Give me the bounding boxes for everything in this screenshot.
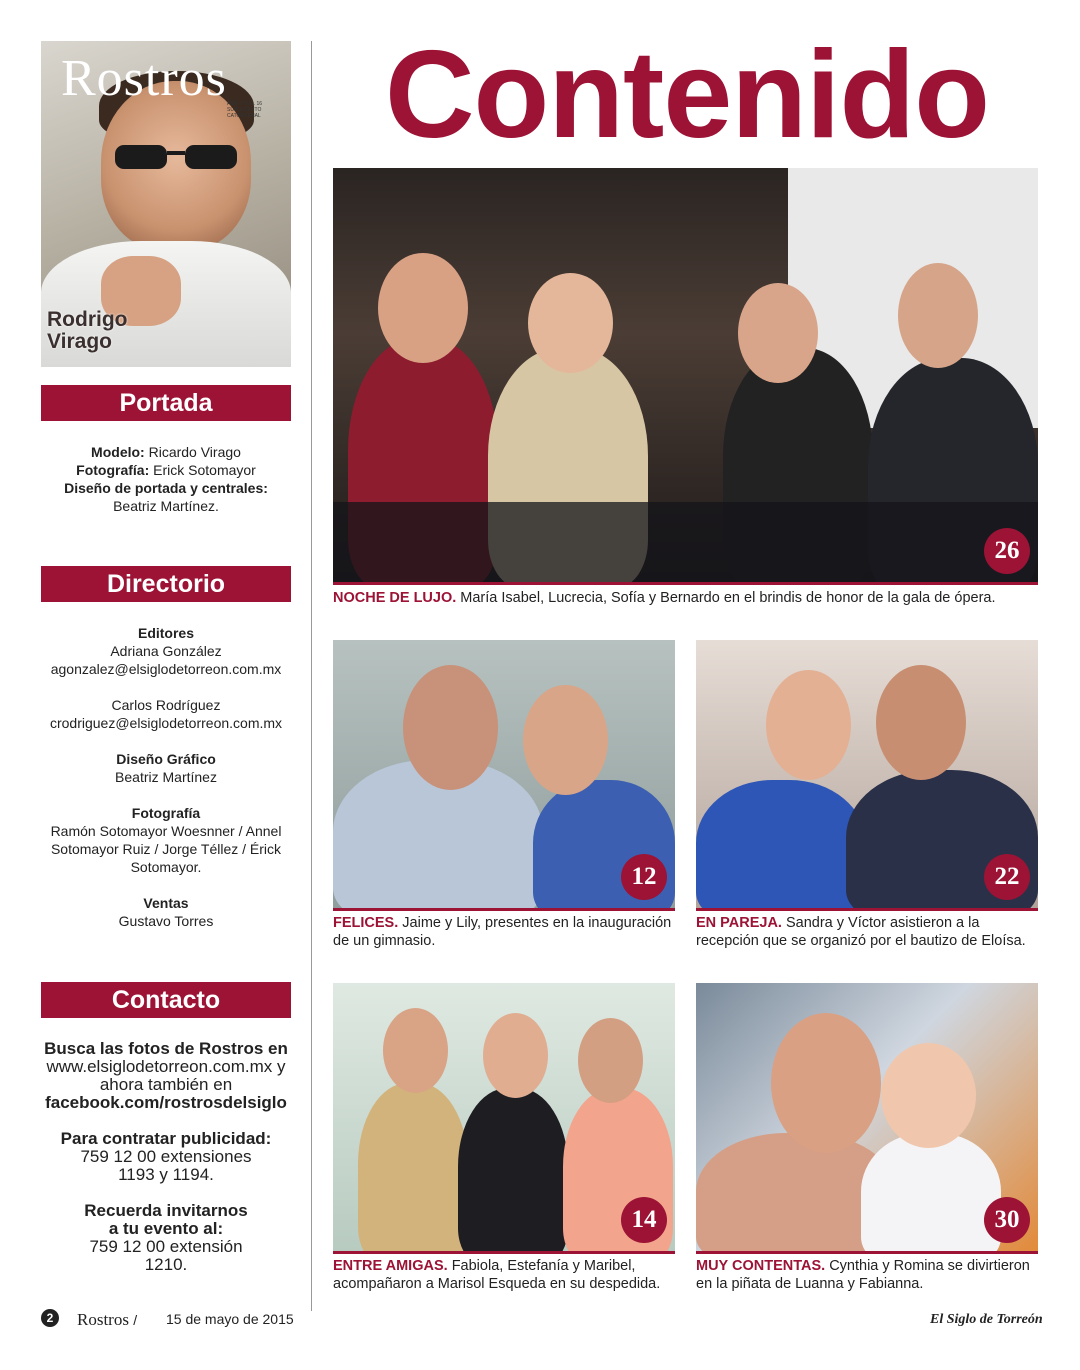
publisher-logo: El Siglo de Torreón <box>930 1312 1043 1327</box>
cover-model-name: Rodrigo Virago <box>47 308 128 353</box>
person-2-head <box>528 273 613 373</box>
column-divider <box>311 41 312 1311</box>
page-badge: 26 <box>984 528 1030 574</box>
website-link[interactable]: www.elsiglodetorreon.com.mx y <box>46 1057 286 1076</box>
person-2 <box>458 1088 568 1254</box>
page-badge: 30 <box>984 1197 1030 1243</box>
page-badge: 14 <box>621 1197 667 1243</box>
caption-en-pareja: EN PAREJA. Sandra y Víctor asistieron a la recepción que se organizó por el bautizo de Eloísa. <box>696 915 1026 949</box>
facebook-link[interactable]: facebook.com/rostrosdelsiglo <box>45 1093 287 1112</box>
person-2 <box>861 1133 1001 1254</box>
person-2-head <box>483 1013 548 1098</box>
person-1-head <box>766 670 851 780</box>
person-2-head <box>523 685 608 795</box>
page-badge: 22 <box>984 854 1030 900</box>
editor1-email-link[interactable]: agonzalez@elsiglodetorreon.com.mx <box>50 661 282 677</box>
page-badge: 12 <box>621 854 667 900</box>
person-3-head <box>578 1018 643 1103</box>
feature-photo-entre-amigas[interactable] <box>333 983 675 1254</box>
directorio-heading: Directorio <box>41 566 291 602</box>
contacto-heading: Contacto <box>41 982 291 1018</box>
caption-muy-contentas: MUY CONTENTAS. Cynthia y Romina se divirtieron en la piñata de Luanna y Fabianna. <box>696 1258 1030 1292</box>
page-title: Contenido <box>385 26 989 164</box>
person-4-head <box>898 263 978 368</box>
feature-photo-felices[interactable] <box>333 640 675 911</box>
person-3-head <box>738 283 818 383</box>
directorio-list: Editores Adriana González agonzalez@elsiglodetorreon.com.mx Carlos Rodríguez crodriguez@elsiglodetorreon.com.mx Diseño Gráfico Beatriz Martínez Fotografía Ramón Sotomayor Woesnner / Annel Sotomayor Ruiz / Jorge Téllez / Érick Sotomayor. Ventas Gustavo Torres <box>41 624 291 930</box>
feature-photo-muy-contentas[interactable] <box>696 983 1038 1254</box>
cover-thumbnail[interactable] <box>41 41 291 367</box>
page-number: 2 <box>41 1309 59 1327</box>
person-1-head <box>378 253 468 363</box>
footer-date: 15 de mayo de 2015 <box>166 1311 294 1327</box>
caption-felices: FELICES. Jaime y Lily, presentes en la inauguración de un gimnasio. <box>333 915 672 949</box>
person-1-head <box>403 665 498 790</box>
portada-heading: Portada <box>41 385 291 421</box>
portada-credits: Modelo: Ricardo Virago Fotografía: Erick Sotomayor Diseño de portada y centrales: Beatriz Martínez. <box>64 444 268 514</box>
person-2-head <box>876 665 966 780</box>
editor2-email-link[interactable]: crodriguez@elsiglodetorreon.com.mx <box>49 715 283 731</box>
table <box>333 502 1038 582</box>
person-1 <box>696 780 866 911</box>
person-1 <box>358 1083 468 1254</box>
person-2-head <box>881 1043 976 1148</box>
cover-fine-print: AÑO 17 NO. 16 SUPLEMENTO CATORCENAL <box>227 101 263 119</box>
feature-photo-noche-de-lujo[interactable] <box>333 168 1038 585</box>
cover-masthead: Rostros <box>61 50 227 107</box>
caption-noche-de-lujo: NOCHE DE LUJO. María Isabel, Lucrecia, Sofía y Bernardo en el brindis de honor de la gala de ópera. <box>333 590 996 606</box>
caption-entre-amigas: ENTRE AMIGAS. Fabiola, Estefanía y Maribel, acompañaron a Marisol Esqueda en su despedida. <box>333 1258 661 1292</box>
feature-photo-en-pareja[interactable] <box>696 640 1038 911</box>
person-1-head <box>771 1013 881 1153</box>
contacto-info: Busca las fotos de Rostros en www.elsiglodetorreon.com.mx y ahora también en facebook.com/rostrosdelsiglo Para contratar publicidad: 759 12 00 extensiones 1193 y 1194. Recuerda invitarnos a tu evento al: 759 12 00 extensión 1210. <box>41 1040 291 1274</box>
footer-brand: Rostros / <box>77 1310 138 1329</box>
sunglasses-icon <box>111 141 241 171</box>
person-1-head <box>383 1008 448 1093</box>
